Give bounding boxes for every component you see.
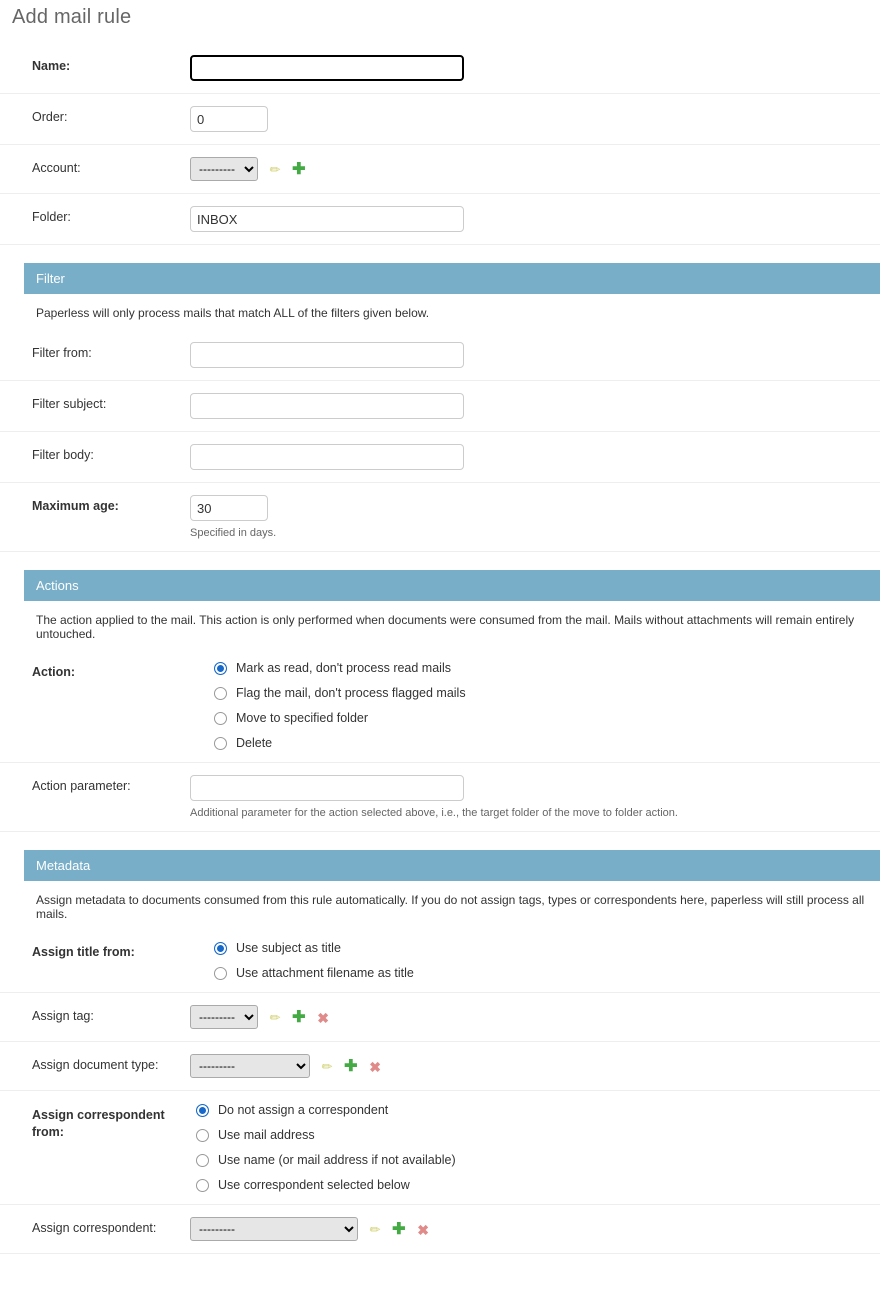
- correspondent-option-label: Use mail address: [218, 1128, 315, 1142]
- action-parameter-field-wrap: [190, 775, 880, 819]
- assign-document-type-select[interactable]: [190, 1054, 310, 1078]
- add-document-type-plus-icon[interactable]: ✚: [344, 1057, 358, 1075]
- clear-document-type-cross-icon[interactable]: ✖: [369, 1058, 381, 1075]
- form-row-order: [0, 94, 880, 145]
- account-label: Account:: [32, 161, 81, 175]
- filter-body-label: Filter body:: [32, 448, 94, 462]
- order-label: Order:: [32, 110, 68, 124]
- radio-icon[interactable]: [196, 1104, 209, 1117]
- assign-correspondent-label: Assign correspondent:: [32, 1221, 157, 1235]
- actions-section-header: Actions: [24, 570, 880, 601]
- name-label: Name:: [32, 59, 71, 73]
- folder-label: Folder:: [32, 210, 71, 224]
- action-option-mark-as-read[interactable]: [214, 661, 880, 675]
- folder-input[interactable]: [190, 206, 464, 232]
- assign-title-from-label: Assign title from:: [32, 945, 135, 959]
- assign-correspondent-field-wrap: [190, 1217, 880, 1241]
- page-title: Add mail rule: [12, 6, 132, 28]
- correspondent-option-selected-below[interactable]: [196, 1178, 880, 1192]
- filter-subject-label: Filter subject:: [32, 397, 107, 411]
- action-label: Action:: [32, 665, 76, 679]
- assign-document-type-field-wrap: [190, 1054, 880, 1078]
- maximum-age-help: Specified in days.: [190, 527, 277, 539]
- radio-icon[interactable]: [196, 1129, 209, 1142]
- radio-icon[interactable]: [214, 967, 227, 980]
- assign-tag-label: Assign tag:: [32, 1009, 94, 1023]
- form-row-assign-correspondent: [0, 1205, 880, 1254]
- radio-icon[interactable]: [196, 1179, 209, 1192]
- maximum-age-label: Maximum age:: [32, 499, 119, 513]
- clear-correspondent-cross-icon[interactable]: ✖: [417, 1221, 429, 1238]
- form-row-folder: [0, 194, 880, 245]
- action-option-label: Delete: [236, 736, 273, 750]
- account-select[interactable]: [190, 157, 258, 181]
- assign-title-option-label: Use subject as title: [236, 941, 341, 955]
- add-correspondent-plus-icon[interactable]: ✚: [392, 1220, 406, 1238]
- radio-icon[interactable]: [214, 942, 227, 955]
- form-row-account: [0, 145, 880, 194]
- action-option-label: Flag the mail, don't process flagged mails: [236, 686, 466, 700]
- metadata-section-header: Metadata: [24, 850, 880, 881]
- edit-account-pencil-icon[interactable]: ✏: [269, 162, 281, 178]
- filter-body-field-wrap: [190, 444, 880, 470]
- form-row-action-parameter: [0, 763, 880, 832]
- form-row-assign-tag: [0, 993, 880, 1042]
- assign-title-from-radio-group: [190, 941, 880, 980]
- form-row-filter-body: [0, 432, 880, 483]
- action-option-label: Move to specified folder: [236, 711, 369, 725]
- filter-section-note: Paperless will only process mails that match ALL of the filters given below.: [36, 306, 430, 320]
- metadata-section-note: Assign metadata to documents consumed from this rule automatically. If you do not assign tags, types or correspondents here, paperless will still process all mails.: [36, 893, 865, 921]
- order-input[interactable]: [190, 106, 268, 132]
- assign-tag-select[interactable]: [190, 1005, 258, 1029]
- assign-document-type-label: Assign document type:: [32, 1058, 159, 1072]
- assign-title-option-attachment-filename[interactable]: [214, 966, 880, 980]
- assign-correspondent-from-label: Assign correspondent from:: [32, 1108, 165, 1139]
- account-field-wrap: [190, 157, 880, 181]
- assign-title-option-label: Use attachment filename as title: [236, 966, 414, 980]
- actions-section-note: The action applied to the mail. This action is only performed when documents were consumed from the mail. Mails without attachments will remain entirely untouched.: [36, 613, 855, 641]
- order-field-wrap: [190, 106, 880, 132]
- correspondent-option-label: Do not assign a correspondent: [218, 1103, 389, 1117]
- add-tag-plus-icon[interactable]: ✚: [292, 1008, 306, 1026]
- radio-icon[interactable]: [196, 1154, 209, 1167]
- correspondent-option-label: Use correspondent selected below: [218, 1178, 410, 1192]
- form-row-action: [0, 649, 880, 763]
- filter-subject-field-wrap: [190, 393, 880, 419]
- radio-icon[interactable]: [214, 712, 227, 725]
- action-option-delete[interactable]: [214, 736, 880, 750]
- form-row-filter-subject: [0, 381, 880, 432]
- filter-body-input[interactable]: [190, 444, 464, 470]
- form-row-assign-correspondent-from: [0, 1091, 880, 1205]
- edit-correspondent-pencil-icon[interactable]: ✏: [369, 1222, 381, 1238]
- assign-correspondent-from-radio-group: [172, 1103, 880, 1192]
- filter-from-field-wrap: [190, 342, 880, 368]
- edit-tag-pencil-icon[interactable]: ✏: [269, 1010, 281, 1026]
- action-option-label: Mark as read, don't process read mails: [236, 661, 451, 675]
- name-field-wrap: [190, 55, 880, 81]
- folder-field-wrap: [190, 206, 880, 232]
- correspondent-option-mail-address[interactable]: [196, 1128, 880, 1142]
- action-radio-group: [190, 661, 880, 750]
- radio-icon[interactable]: [214, 662, 227, 675]
- action-option-move-to-folder[interactable]: [214, 711, 880, 725]
- filter-from-input[interactable]: [190, 342, 464, 368]
- assign-tag-field-wrap: [190, 1005, 880, 1029]
- form-row-filter-from: [0, 330, 880, 381]
- correspondent-option-name-or-mail[interactable]: [196, 1153, 880, 1167]
- maximum-age-input[interactable]: [190, 495, 268, 521]
- assign-correspondent-select[interactable]: [190, 1217, 358, 1241]
- action-parameter-label: Action parameter:: [32, 779, 131, 793]
- clear-tag-cross-icon[interactable]: ✖: [317, 1009, 329, 1026]
- add-account-plus-icon[interactable]: ✚: [292, 160, 306, 178]
- edit-document-type-pencil-icon[interactable]: ✏: [321, 1059, 333, 1075]
- filter-subject-input[interactable]: [190, 393, 464, 419]
- form-row-maximum-age: [0, 483, 880, 552]
- action-parameter-help: Additional parameter for the action selected above, i.e., the target folder of the move to folder action.: [190, 807, 678, 819]
- action-parameter-input[interactable]: [190, 775, 464, 801]
- correspondent-option-none[interactable]: [196, 1103, 880, 1117]
- name-input[interactable]: [190, 55, 464, 81]
- assign-title-option-subject[interactable]: [214, 941, 880, 955]
- form-row-assign-document-type: [0, 1042, 880, 1091]
- filter-section-header: Filter: [24, 263, 880, 294]
- maximum-age-field-wrap: [190, 495, 880, 539]
- correspondent-option-label: Use name (or mail address if not available): [218, 1153, 456, 1167]
- filter-from-label: Filter from:: [32, 346, 92, 360]
- radio-icon[interactable]: [214, 687, 227, 700]
- radio-icon[interactable]: [214, 737, 227, 750]
- action-option-flag-mail[interactable]: [214, 686, 880, 700]
- form-row-name: [0, 43, 880, 94]
- form-row-assign-title-from: [0, 929, 880, 993]
